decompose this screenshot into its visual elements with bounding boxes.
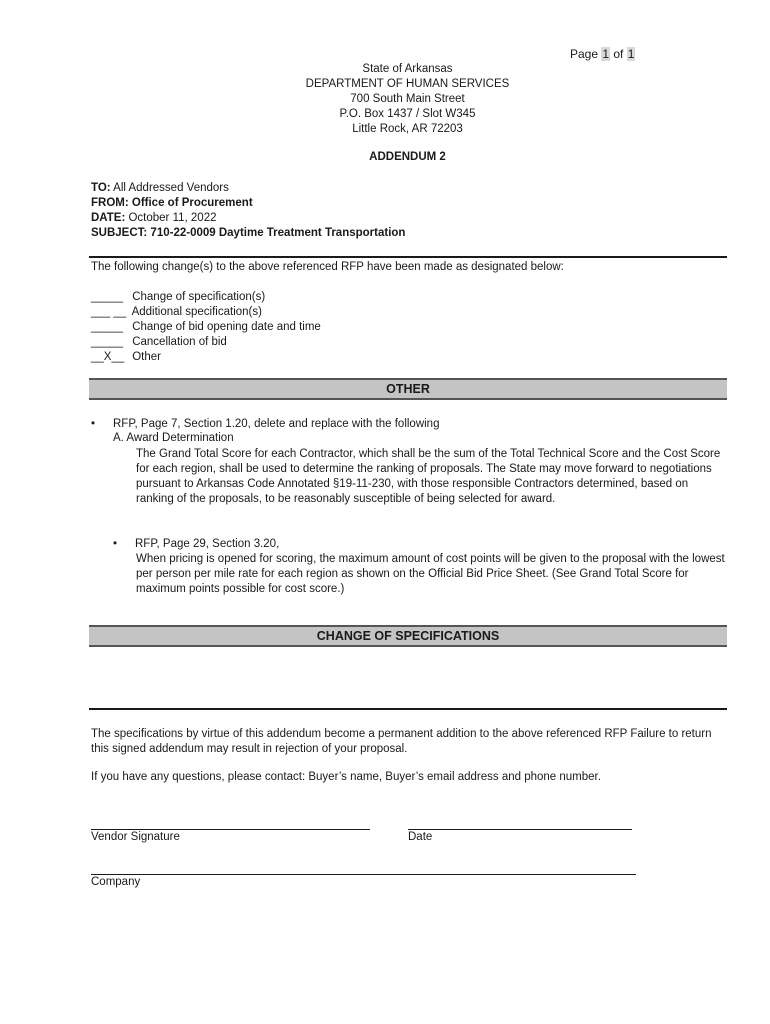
date-line[interactable] [408,829,632,830]
check-label: Additional specification(s) [131,306,262,318]
check-item [91,350,321,365]
section-other-heading: OTHER [89,378,727,400]
memo-to-label: TO: [91,182,111,194]
vendor-signature-line[interactable] [91,829,370,830]
page-label: Page [570,47,602,61]
memo-to [91,181,405,196]
header-city: Little Rock, AR 72203 [352,123,463,135]
item-text: RFP, Page 7, Section 1.20, delete and replace with the following [113,418,440,430]
memo-subject-value: 710-22-0009 Daytime Treatment Transportation [147,227,406,239]
award-heading: A. Award Determination [113,432,234,444]
check-label: Cancellation of bid [132,336,227,348]
check-item [91,305,321,320]
item-text: RFP, Page 29, Section 3.20, [135,538,280,550]
check-mark: _____ [91,321,123,333]
vendor-signature-label: Vendor Signature [91,831,180,843]
header-street: 700 South Main Street [350,93,465,105]
divider-top [89,256,727,258]
memo-to-value: All Addressed Vendors [110,182,229,194]
bullet: • [91,418,96,430]
memo-from-value: Office of Procurement [128,197,253,209]
check-label: Other [132,351,161,363]
memo-date-value: October 11, 2022 [125,212,217,224]
header-department: DEPARTMENT OF HUMAN SERVICES [305,78,510,90]
page-number [570,47,635,61]
check-item [91,335,321,350]
check-mark: ___ __ [91,306,127,318]
company-line[interactable] [91,874,636,875]
agency-header [0,62,770,137]
memo-subject-label: SUBJECT: [91,227,148,239]
item2-body: When pricing is opened for scoring, the maximum amount of cost points will be given to the proposal with the lowest per person per mile rate for each region as shown on the Official Bid Price Sheet. (See Grand Total Score for maximum points possible for cost score.) [136,553,725,595]
intro-text: The following change(s) to the above referenced RFP have been made as designated below: [91,261,564,273]
page-current: 1 [602,47,610,61]
section-change-specs-heading: CHANGE OF SPECIFICATIONS [89,625,727,647]
memo-block [91,181,405,241]
check-mark: _____ [91,336,123,348]
company-label: Company [91,876,141,888]
memo-date-label: DATE: [91,212,126,224]
header-state: State of Arkansas [362,63,453,75]
page-of: of [610,47,627,61]
change-type-list [91,290,321,365]
award-body: The Grand Total Score for each Contractor, which shall be the sum of the Total Technical Score and the Cost Score for each region, shall be used to determine the ranking of proposals. The State may move forward to negotiations pursuant to Arkansas Code Annotated §19-11-230, with those responsible Contractors determined, based on ranking of the proposals, to be reasonably susceptible of being selected for award. [136,448,721,505]
check-item [91,320,321,335]
memo-from-label: FROM: [91,197,129,209]
page-total: 1 [627,47,635,61]
check-mark: _____ [91,291,123,303]
memo-subject [91,226,405,241]
contact-text: If you have any questions, please contact: Buyer’s name, Buyer’s email address and phone number. [91,771,601,783]
header-pobox: P.O. Box 1437 / Slot W345 [339,108,476,120]
check-label: Change of bid opening date and time [132,321,321,333]
check-item [91,290,321,305]
addendum-title: ADDENDUM 2 [369,151,446,163]
memo-from [91,196,405,211]
date-label: Date [408,831,433,843]
check-label: Change of specification(s) [132,291,266,303]
check-mark: __X__ [91,351,125,363]
divider-bottom [89,708,727,710]
memo-date [91,211,405,226]
bullet: • [113,538,118,550]
permanent-addition-text: The specifications by virtue of this addendum become a permanent addition to the above referenced RFP Failure to return this signed addendum may result in rejection of your proposal. [91,728,712,755]
